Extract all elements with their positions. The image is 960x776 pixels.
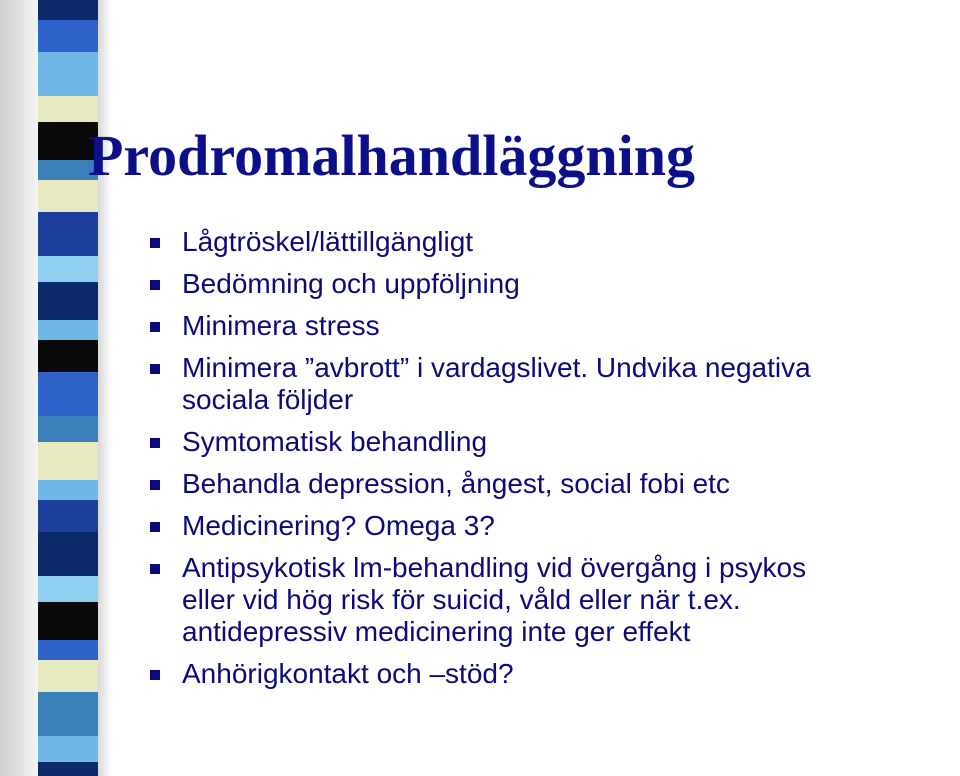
bullet-text-line: Minimera ”avbrott” i vardagslivet. Undvika negativa [182, 352, 811, 383]
stripe-band [38, 256, 98, 282]
slide-title: Prodromalhandläggning [88, 123, 696, 188]
square-bullet-icon [150, 438, 160, 448]
stripe-band [38, 416, 98, 442]
square-bullet-icon [150, 364, 160, 374]
stripe-band [38, 340, 98, 372]
bullet-list [150, 226, 960, 700]
bullet-text: Minimera stress [182, 310, 380, 341]
stripe-band [38, 532, 98, 576]
decorative-striped-bar [38, 0, 98, 776]
bullet-text-line: sociala följder [182, 384, 354, 415]
stripe-band [38, 20, 98, 52]
bullet-text-line: eller vid hög risk för suicid, våld eller när t.ex. [182, 584, 741, 615]
square-bullet-icon [150, 480, 160, 490]
bullet-item [150, 658, 960, 690]
stripe-band [38, 660, 98, 692]
stripe-band [38, 500, 98, 532]
stripe-band [38, 282, 98, 320]
stripe-band [38, 480, 98, 500]
stripe-band [38, 52, 98, 96]
bullet-text-line: Antipsykotisk lm-behandling vid övergång i psykos [182, 552, 807, 583]
left-shadow [0, 0, 40, 776]
stripe-band [38, 692, 98, 736]
bullet-text: Lågtröskel/lättillgängligt [182, 226, 474, 257]
bullet-text: Medicinering? Omega 3? [182, 510, 495, 541]
stripe-band [38, 212, 98, 256]
bullet-text: Anhörigkontakt och –stöd? [182, 658, 514, 689]
stripe-band [38, 576, 98, 602]
square-bullet-icon [150, 322, 160, 332]
stripe-band [38, 442, 98, 480]
bullet-item [150, 552, 960, 648]
strip-shadow [98, 0, 112, 776]
stripe-band [38, 372, 98, 416]
bullet-text: Bedömning och uppföljning [182, 268, 520, 299]
stripe-band [38, 0, 98, 20]
square-bullet-icon [150, 280, 160, 290]
bullet-item [150, 352, 960, 416]
bullet-item [150, 510, 960, 542]
bullet-item [150, 468, 960, 500]
stripe-band [38, 602, 98, 640]
stripe-band [38, 320, 98, 340]
bullet-item [150, 268, 960, 300]
bullet-item [150, 426, 960, 458]
stripe-band [38, 640, 98, 660]
square-bullet-icon [150, 238, 160, 248]
stripe-band [38, 736, 98, 762]
bullet-text: Behandla depression, ångest, social fobi etc [182, 468, 730, 499]
bullet-item [150, 310, 960, 342]
square-bullet-icon [150, 564, 160, 574]
bullet-item [150, 226, 960, 258]
square-bullet-icon [150, 670, 160, 680]
bullet-text: Symtomatisk behandling [182, 426, 488, 457]
stripe-band [38, 762, 98, 776]
square-bullet-icon [150, 522, 160, 532]
bullet-text-line: antidepressiv medicinering inte ger effekt [182, 616, 691, 647]
